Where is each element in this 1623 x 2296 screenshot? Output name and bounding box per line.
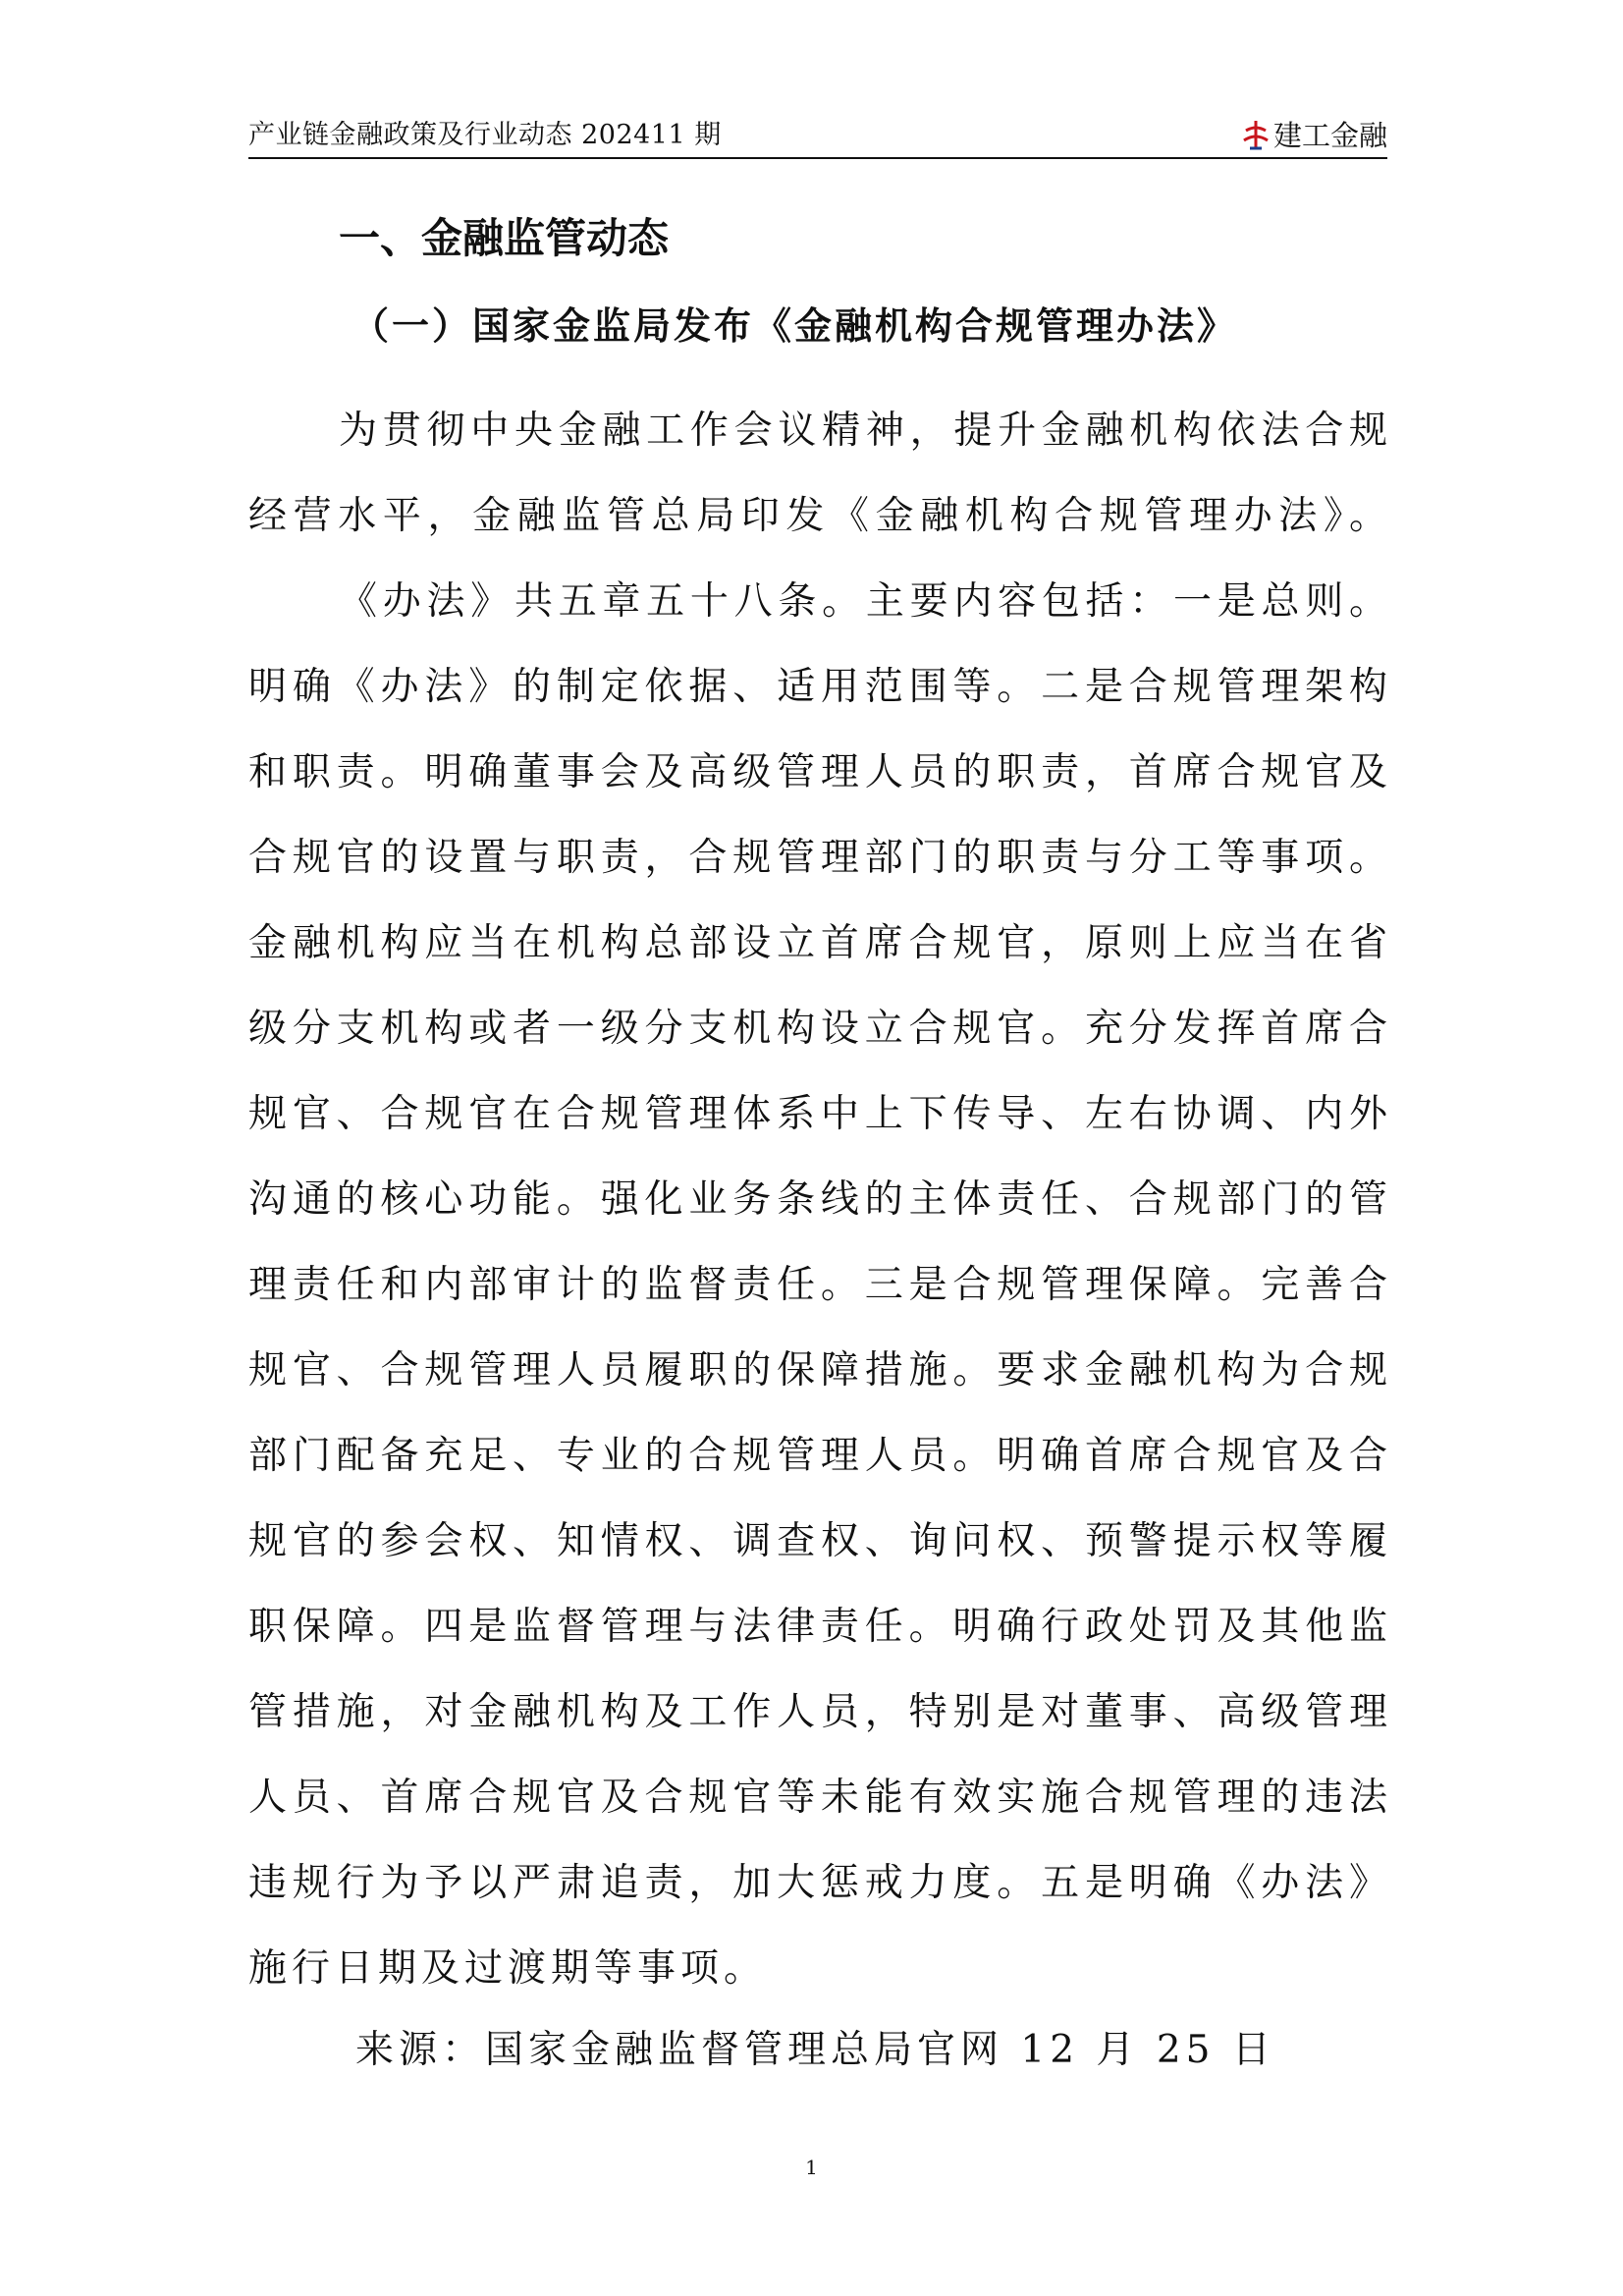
header-title: 产业链金融政策及行业动态 202411 期 [248, 120, 722, 150]
body-line: 部门配备充足、专业的合规管理人员。明确首席合规官及合 [248, 1434, 1387, 1478]
body-line: 违规行为予以严肃追责，加大惩戒力度。五是明确《办法》 [248, 1861, 1387, 1905]
section-heading: 一、金融监管动态 [339, 214, 670, 262]
body-line: 经营水平，金融监管总局印发《金融机构合规管理办法》。 [248, 494, 1387, 538]
body-line: 管措施，对金融机构及工作人员，特别是对董事、高级管理 [248, 1690, 1387, 1734]
body-line: 明确《办法》的制定依据、适用范围等。二是合规管理架构 [248, 665, 1387, 709]
body-line: 职保障。四是监督管理与法律责任。明确行政处罚及其他监 [248, 1605, 1387, 1649]
body-line: 合规官的设置与职责，合规管理部门的职责与分工等事项。 [248, 836, 1387, 880]
body-line: 规官、合规管理人员履职的保障措施。要求金融机构为合规 [248, 1348, 1387, 1393]
page-number: 1 [805, 2156, 818, 2179]
header-brand: 建工金融 [1272, 119, 1387, 152]
body-line: 规官、合规官在合规管理体系中上下传导、左右协调、内外 [248, 1092, 1387, 1136]
body-line: 金融机构应当在机构总部设立首席合规官，原则上应当在省 [248, 921, 1387, 965]
header-divider [248, 157, 1387, 159]
body-line: 人员、首席合规官及合规官等未能有效实施合规管理的违法 [248, 1776, 1387, 1820]
page-header [248, 116, 1387, 155]
header-brand-block [1240, 116, 1387, 155]
body-line: 规官的参会权、知情权、调查权、询问权、预警提示权等履 [248, 1519, 1387, 1563]
body-line: 理责任和内部审计的监督责任。三是合规管理保障。完善合 [248, 1263, 1387, 1307]
subsection-heading: （一）国家金监局发布《金融机构合规管理办法》 [352, 304, 1238, 348]
body-line: 施行日期及过渡期等事项。 [248, 1946, 768, 1991]
body-line: 级分支机构或者一级分支机构设立合规官。充分发挥首席合 [248, 1007, 1387, 1051]
jiangong-logo-icon [1240, 119, 1270, 152]
body-line: 和职责。明确董事会及高级管理人员的职责，首席合规官及 [248, 750, 1387, 794]
body-line: 《办法》共五章五十八条。主要内容包括：一是总则。 [339, 579, 1387, 624]
body-line: 为贯彻中央金融工作会议精神，提升金融机构依法合规 [339, 409, 1387, 453]
body-line: 沟通的核心功能。强化业务条线的主体责任、合规部门的管 [248, 1177, 1387, 1222]
source-note: 来源：国家金融监督管理总局官网 12 月 25 日 [355, 2028, 1275, 2072]
